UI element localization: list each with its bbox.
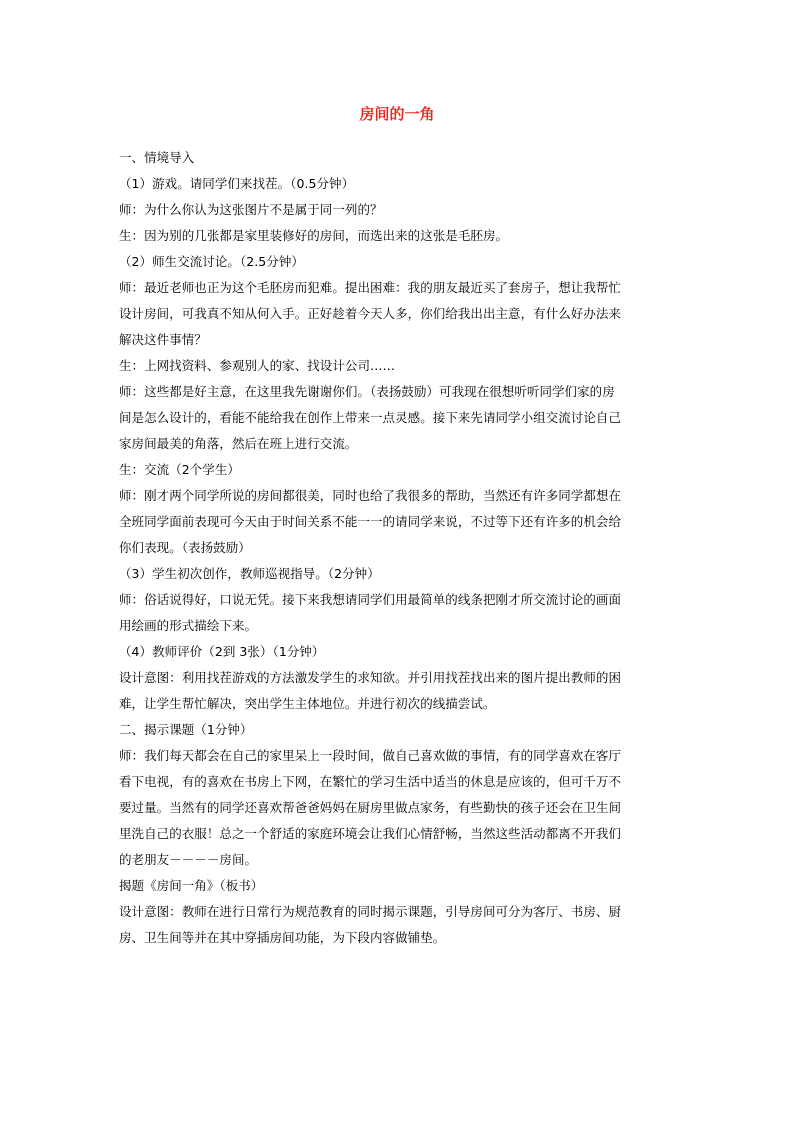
teacher-line-cont: 里洗自己的衣服！总之一个舒适的家庭环境会让我们心情舒畅，当然这些活动都离不开我们 (119, 826, 622, 841)
teacher-line-cont: 要过量。当然有的同学还喜欢帮爸爸妈妈在厨房里做点家务，有些勤快的孩子还会在卫生间 (119, 800, 622, 815)
design-intent-line: 设计意图：利用找茬游戏的方法激发学生的求知欲。并引用找茬找出来的图片提出教师的困 (119, 670, 622, 685)
teacher-line-cont: 你们表现。（表扬鼓励） (119, 540, 251, 555)
teacher-line-cont: 解决这件事情？ (119, 332, 207, 347)
section-heading-intro: 一、情境导入 (119, 150, 195, 165)
step-4-line: （4）教师评价（2到 3张）（1分钟） (119, 644, 325, 659)
teacher-line-cont: 设计房间，可我真不知从何入手。正好趁着今天人多，你们给我出出主意，有什么好办法来 (119, 306, 622, 321)
step-3-line: （3）学生初次创作，教师巡视指导。（2分钟） (119, 566, 380, 581)
teacher-line-cont: 看下电视，有的喜欢在书房上下网，在繁忙的学习生活中适当的休息是应该的，但可千万不 (119, 774, 622, 789)
topic-reveal-line: 揭题《房间一角》（板书） (119, 878, 264, 893)
teacher-line-cont: 间是怎么设计的，看能不能给我在创作上带来一点灵感。接下来先请同学小组交流讨论自己 (119, 410, 622, 425)
step-1-line: （1）游戏。请同学们来找茬。（0.5分钟） (119, 176, 355, 191)
teacher-line: 师：为什么你认为这张图片不是属于同一列的？ (119, 202, 383, 217)
design-intent-line-cont: 房、卫生间等并在其中穿插房间功能，为下段内容做铺垫。 (119, 930, 446, 945)
student-line: 生：因为别的几张都是家里装修好的房间，而选出来的这张是毛胚房。 (119, 228, 509, 243)
teacher-line: 师：这些都是好主意，在这里我先谢谢你们。（表扬鼓励）可我现在很想听听同学们家的房 (119, 384, 615, 399)
design-intent-line-cont: 难，让学生帮忙解决，突出学生主体地位。并进行初次的线描尝试。 (119, 696, 496, 711)
teacher-line-cont: 家房间最美的角落，然后在班上进行交流。 (119, 436, 358, 451)
teacher-line-cont: 的老朋友－－－－房间。 (119, 852, 258, 867)
document-title: 房间的一角 (359, 105, 435, 123)
teacher-line: 师：我们每天都会在自己的家里呆上一段时间，做自己喜欢做的事情，有的同学喜欢在客厅 (119, 748, 622, 763)
document-body (119, 145, 679, 951)
teacher-line-cont: 全班同学面前表现可今天由于时间关系不能一一的请同学来说，不过等下还有许多的机会给 (119, 514, 622, 529)
teacher-line-cont: 用绘画的形式描绘下来。 (119, 618, 258, 633)
step-2-line: （2）师生交流讨论。（2.5分钟） (119, 254, 304, 269)
teacher-line: 师：俗话说得好，口说无凭。接下来我想请同学们用最简单的线条把刚才所交流讨论的画面 (119, 592, 622, 607)
teacher-line: 师：最近老师也正为这个毛胚房而犯难。提出困难：我的朋友最近买了套房子，想让我帮忙 (119, 280, 622, 295)
teacher-line: 师：刚才两个同学所说的房间都很美，同时也给了我很多的帮助，当然还有许多同学都想在 (119, 488, 622, 503)
section-heading-topic: 二、揭示课题（1分钟） (119, 722, 253, 737)
design-intent-line: 设计意图：教师在进行日常行为规范教育的同时揭示课题，引导房间可分为客厅、书房、厨 (119, 904, 622, 919)
student-line: 生：交流（2个学生） (119, 462, 240, 477)
student-line: 生：上网找资料、参观别人的家、找设计公司…… (119, 358, 396, 373)
